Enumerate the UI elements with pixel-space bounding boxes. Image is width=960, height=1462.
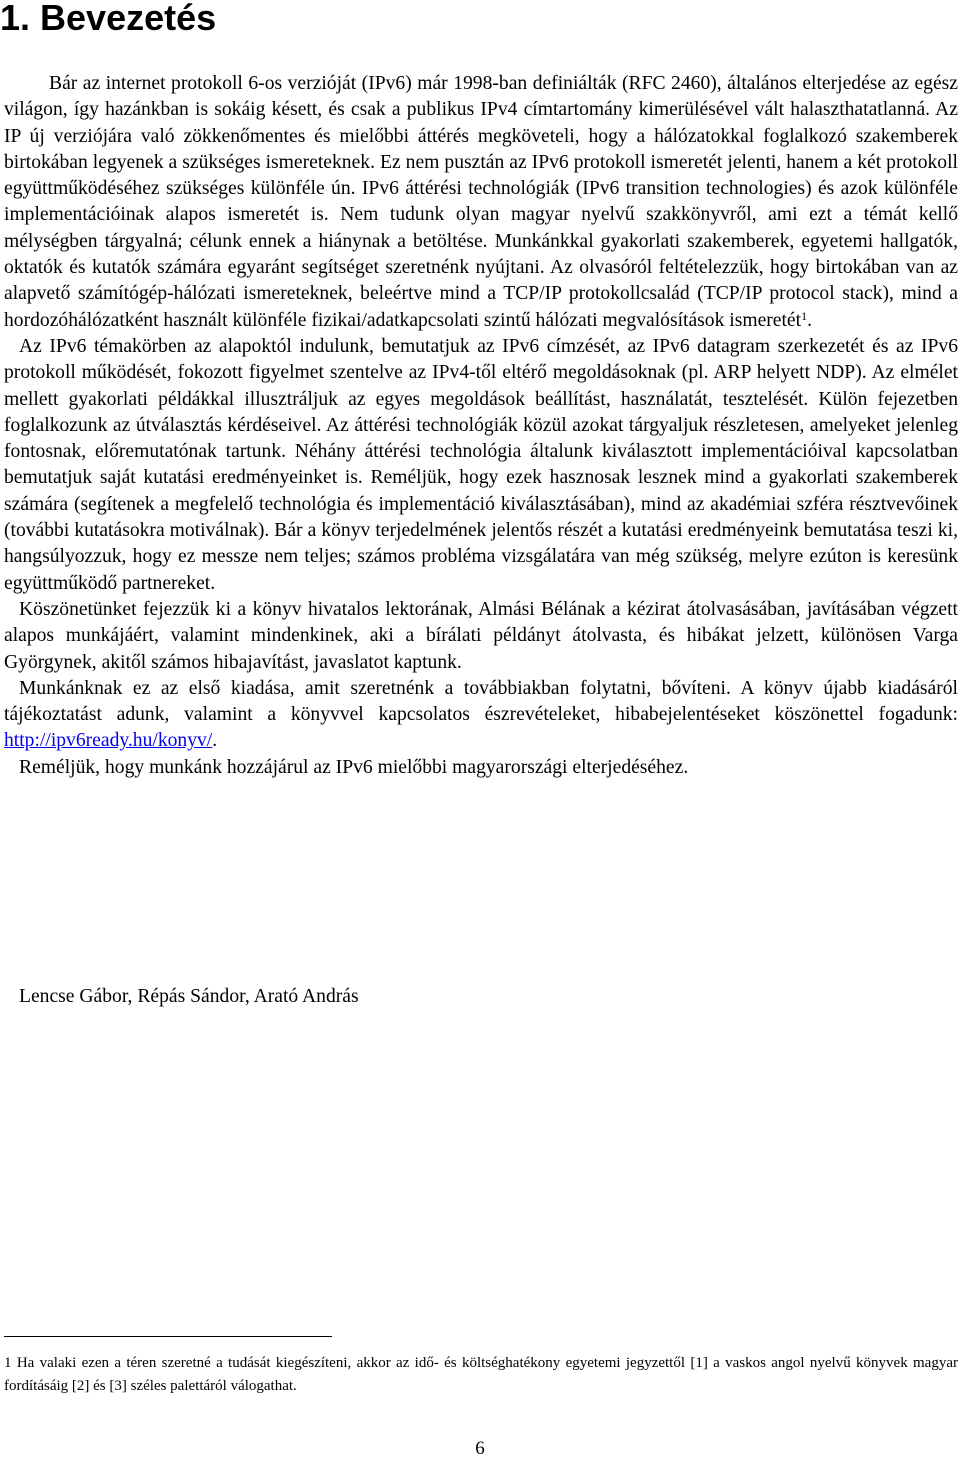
page-number: 6 (475, 1438, 485, 1459)
book-website-link[interactable]: http://ipv6ready.hu/konyv/ (4, 730, 213, 752)
paragraph-feedback-end: . (212, 730, 218, 752)
footnote (4, 1352, 958, 1398)
footnote-marker: 1 (4, 1355, 12, 1371)
body-text (4, 71, 958, 781)
paragraph-intro-text: Bár az internet protokoll 6-os verzióját (IPv6) már 1998-ban definiálták (RFC 2460), általános elterjedése az egész világon, így hazánkban is sokáig késett, és csak a publikus IPv4 címtartomány kimerülésével vált halaszthatatlanná. Az IP új verziójára való zökkenőmentes és mielőbbi áttérés megköveteli, hogy a hálózatokkal foglalkozó szakemberek birtokában legyenek a szükséges ismereteknek. Ez nem pusztán az IPv6 protokoll ismeretét jelenti, hanem a két protokoll együttműködéséhez szükséges különféle ún. IPv6 áttérési technológiák (IPv6 transition technologies) és azok különféle implementációinak alapos ismeretét is. Nem tudunk olyan magyar nyelvű szakkönyvről, ami ezt a témát kellő mélységben tárgyalná; célunk ennek a hiánynak a betöltése. Munkánkkal gyakorlati szakemberek, egyetemi hallgatók, oktatók és kutatók számára egyaránt segítséget szeretnénk nyújtani. Az olvasóról feltételezzük, hogy birtokában van az alapvető számítógép-hálózati ismereteknek, beleértve mind a TCP/IP protokollcsalád (TCP/IP protocol stack), mind a hordozóhálózatként használt különféle fizikai/adatkapcsolati szintű hálózati megvalósítások ismeretét (4, 73, 958, 331)
footnote-divider (4, 1336, 332, 1337)
chapter-heading: 1. Bevezetés (0, 0, 217, 38)
footnote-reference[interactable]: 1 (801, 308, 808, 323)
paragraph-content-overview: Az IPv6 témakörben az alapoktól indulunk, bemutatjuk az IPv6 címzését, az IPv6 datagram szerkezetét és az IPv6 protokoll működését, fokozott figyelmet szentelve az IPv4-től eltérő megoldásoknak (pl. ARP helyett NDP). Az elmélet mellett gyakorlati példákkal illusztráljuk az egyes megoldások beállítást, használatát, tesztelését. Külön fejezetben foglalkozunk az útválasztás kérdéseivel. Az áttérési technológiák közül azokat tárgyaljuk részletesen, amelyeket jelenleg fontosnak, előremutatónak tartunk. Néhány áttérési technológia általunk kiválasztott implementációival kapcsolatban bemutatjuk saját kutatási eredményeinket is. Reméljük, hogy ezek hasznosak lesznek mind a gyakorlati szakemberek számára (segítenek a megfelelő technológia és implementáció kiválasztásában), mind az akadémiai szféra résztvevőinek (további kutatásokra motiválnak). Bár a könyv terjedelmének jelentős részét a kutatási eredményeink bemutatása teszi ki, hangsúlyozzuk, hogy ez messze nem teljes; számos probléma vizsgálatára van még szükség, melyre ezúton is keresünk együttműködő partnereket. (4, 335, 958, 594)
paragraph-intro (4, 71, 958, 334)
paragraph-acknowledgements: Köszönetünket fejezzük ki a könyv hivatalos lektorának, Almási Bélának a kézirat átolvasásában, javításában végzett alapos munkájáért, valamint mindenkinek, aki a bírálati példányt átolvasta, és hibákat jelzett, különösen Varga Györgynek, akitől számos hibajavítást, javaslatot kaptunk. (4, 598, 958, 673)
paragraph-feedback-text: Munkánknak ez az első kiadása, amit szeretnénk a továbbiakban folytatni, bővíteni. A könyv újabb kiadásáról tájékoztatást adunk, valamint a könyvvel kapcsolatos észrevételeket, hibabejelentéseket köszönettel fogadunk: (4, 677, 958, 726)
paragraph-closing: Reméljük, hogy munkánk hozzájárul az IPv6 mielőbbi magyarországi elterjedéséhez. (19, 756, 689, 778)
footnote-text: Ha valaki ezen a téren szeretné a tudását kiegészíteni, akkor az idő- és költséghatékony egyetemi jegyzettől [1] a vaskos angol nyelvű könyvek magyar fordításáig [2] és [3] széles palettáról válogathat. (4, 1355, 958, 1394)
paragraph-feedback (4, 676, 958, 755)
author-signature: Lencse Gábor, Répás Sándor, Arató András (19, 986, 359, 1007)
paragraph-intro-end: . (807, 309, 812, 331)
